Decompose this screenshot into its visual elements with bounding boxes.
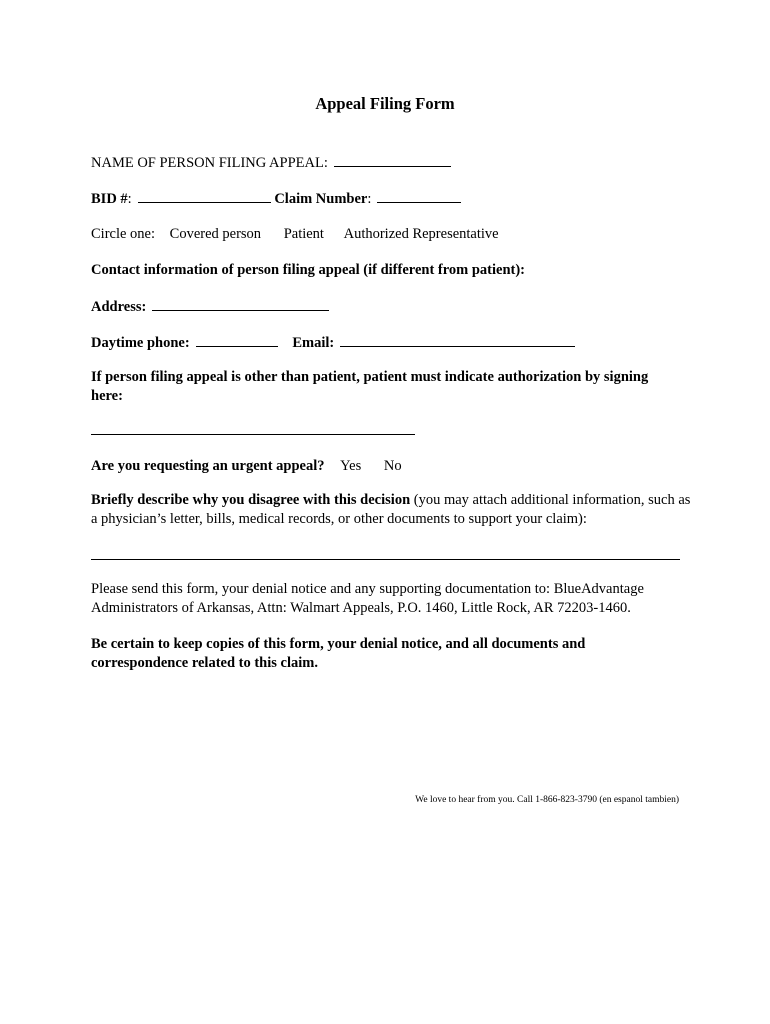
describe-normal-text: (you may attach additional information, such as a physician’s letter, bills, medical records, or other documents to support your claim): bbox=[91, 492, 691, 527]
name-of-person-blank[interactable] bbox=[334, 153, 451, 167]
urgent-appeal-row bbox=[91, 457, 402, 475]
phone-email-row bbox=[91, 333, 575, 352]
bid-claim-row bbox=[91, 189, 461, 208]
patient-signature-line[interactable] bbox=[91, 434, 415, 435]
bid-blank[interactable] bbox=[138, 189, 271, 203]
name-of-person-row bbox=[91, 153, 451, 172]
describe-disagreement-instruction bbox=[91, 491, 691, 529]
option-authorized-representative[interactable]: Authorized Representative bbox=[343, 226, 499, 242]
keep-copies-notice: Be certain to keep copies of this form, your denial notice, and all documents and correspondence related to this claim. bbox=[91, 636, 586, 671]
address-blank[interactable] bbox=[152, 297, 329, 311]
urgent-appeal-question: Are you requesting an urgent appeal? bbox=[91, 458, 325, 474]
circle-one-label: Circle one: bbox=[91, 226, 156, 242]
form-title: Appeal Filing Form bbox=[315, 94, 455, 113]
claim-number-label: Claim Number bbox=[274, 191, 368, 207]
describe-bold-text: Briefly describe why you disagree with this decision bbox=[91, 492, 411, 508]
authorization-instruction: If person filing appeal is other than patient, patient must indicate authorization by signing here: bbox=[91, 369, 649, 404]
urgent-yes-option[interactable]: Yes bbox=[340, 458, 362, 474]
option-covered-person[interactable]: Covered person bbox=[169, 226, 262, 242]
footer-contact-note: We love to hear from you. Call 1-866-823-3790 (en espanol tambien) bbox=[415, 795, 679, 805]
bid-colon: : bbox=[127, 191, 132, 207]
send-instructions: Please send this form, your denial notice and any supporting documentation to: BlueAdvantage Administrators of Arkansas, Attn: Walmart Appeals, P.O. 1460, Little Rock, AR 72203-1460. bbox=[91, 581, 644, 616]
name-of-person-label: NAME OF PERSON FILING APPEAL: bbox=[91, 155, 328, 171]
circle-one-row bbox=[91, 225, 499, 243]
contact-heading: Contact information of person filing appeal (if different from patient): bbox=[91, 262, 526, 278]
email-label: Email: bbox=[292, 335, 335, 351]
bid-label: BID # bbox=[91, 191, 128, 207]
option-patient[interactable]: Patient bbox=[283, 226, 324, 242]
disagreement-reason-line[interactable] bbox=[91, 559, 680, 560]
claim-number-blank[interactable] bbox=[377, 189, 461, 203]
daytime-phone-label: Daytime phone: bbox=[91, 335, 190, 351]
address-row bbox=[91, 297, 329, 316]
daytime-phone-blank[interactable] bbox=[196, 333, 278, 347]
claim-colon: : bbox=[367, 191, 372, 207]
urgent-no-option[interactable]: No bbox=[383, 458, 402, 474]
email-blank[interactable] bbox=[340, 333, 575, 347]
address-label: Address: bbox=[91, 299, 147, 315]
